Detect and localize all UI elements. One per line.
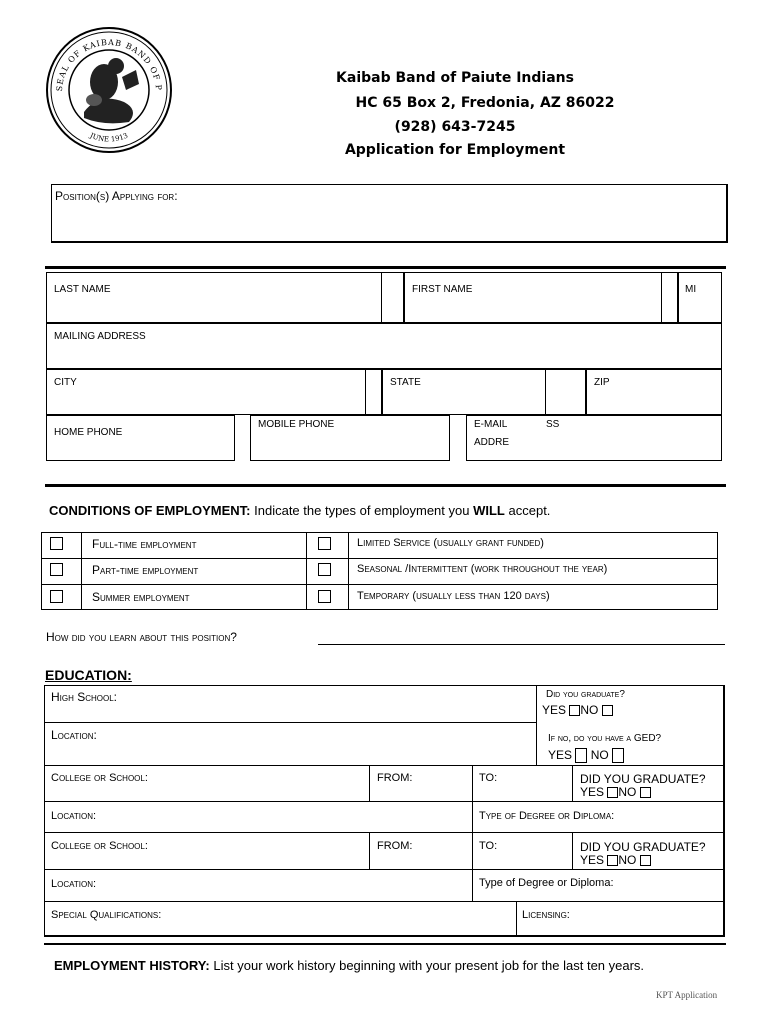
state-field[interactable] xyxy=(382,369,546,415)
svg-text:GREAT SEAL OF KAIBAB BAND OF P: SEAL OF KAIBAB BAND OF P xyxy=(54,37,164,92)
table-line xyxy=(44,722,536,723)
org-phone: (928) 643-7245 xyxy=(394,119,516,135)
position-label: Position(s) Applying for: xyxy=(55,189,178,203)
last-name-field[interactable] xyxy=(46,272,382,323)
limited-service-checkbox[interactable] xyxy=(318,537,331,550)
table-line xyxy=(44,901,725,902)
employment-heading: EMPLOYMENT HISTORY: xyxy=(54,958,210,973)
high-school-label: High School: xyxy=(51,690,118,704)
table-line xyxy=(472,832,473,901)
college2-graduate-label: DID YOU GRADUATE? xyxy=(580,840,706,854)
table-line xyxy=(41,558,718,559)
college1-graduate-options xyxy=(580,785,651,799)
employment-history xyxy=(54,958,644,973)
full-time-checkbox[interactable] xyxy=(50,537,63,550)
hs-graduate-label: Did you graduate? xyxy=(546,689,625,700)
form-title: Application for Employment xyxy=(344,142,566,158)
college1-location-label: Location: xyxy=(51,810,97,822)
college2-graduate-options xyxy=(580,853,651,867)
table-line xyxy=(472,765,473,833)
cell-divider xyxy=(662,272,678,323)
college2-yes-checkbox[interactable] xyxy=(607,855,618,866)
mi-field[interactable] xyxy=(678,272,722,323)
college1-no-checkbox[interactable] xyxy=(640,787,651,798)
ged-yes-label: YES xyxy=(548,748,573,762)
hs-yes-checkbox[interactable] xyxy=(569,705,580,716)
college2-yes-label: YES xyxy=(580,853,605,867)
divider xyxy=(44,943,726,945)
learn-answer-line[interactable] xyxy=(318,644,725,645)
employment-text: List your work history beginning with your present job for the last ten years. xyxy=(213,958,645,973)
mi-label: MI xyxy=(685,284,697,295)
org-name: Kaibab Band of Paiute Indians xyxy=(336,70,574,86)
conditions-title: CONDITIONS OF EMPLOYMENT: xyxy=(49,503,251,518)
first-name-field[interactable] xyxy=(404,272,662,323)
college2-degree-label: Type of Degree or Diploma: xyxy=(479,877,614,889)
table-line xyxy=(44,801,725,802)
ged-no-checkbox[interactable] xyxy=(612,748,624,763)
table-line xyxy=(44,832,725,833)
last-name-label: LAST NAME xyxy=(54,284,111,295)
hs-no-checkbox[interactable] xyxy=(602,705,613,716)
part-time-checkbox[interactable] xyxy=(50,563,63,576)
seasonal-label: Seasonal /Intermittent (work throughout the year) xyxy=(357,563,608,575)
ged-label: If no, do you have a GED? xyxy=(548,733,662,744)
table-line xyxy=(81,532,82,610)
city-field[interactable] xyxy=(46,369,366,415)
mailing-address-label: MAILING ADDRESS xyxy=(54,331,146,342)
table-line xyxy=(369,765,370,801)
table-line xyxy=(369,832,370,869)
email-label-line1: E-MAIL xyxy=(474,419,508,430)
college1-no-label: NO xyxy=(618,785,637,799)
org-address: HC 65 Box 2, Fredonia, AZ 86022 xyxy=(355,95,615,111)
svg-text:JUNE 1913: JUNE 1913 xyxy=(88,131,130,144)
college2-no-label: NO xyxy=(618,853,637,867)
ged-yes-checkbox[interactable] xyxy=(575,748,587,763)
hs-yes-label: YES xyxy=(542,703,567,717)
education-heading: EDUCATION: xyxy=(45,667,132,683)
ged-no-label: NO xyxy=(590,748,609,762)
college1-degree-label: Type of Degree or Diploma: xyxy=(479,810,615,822)
seasonal-checkbox[interactable] xyxy=(318,563,331,576)
mobile-phone-label: MOBILE PHONE xyxy=(258,419,335,430)
college1-graduate-label: DID YOU GRADUATE? xyxy=(580,772,706,786)
tribal-seal xyxy=(44,22,174,157)
conditions-heading xyxy=(49,503,550,518)
summer-label: Summer employment xyxy=(92,590,190,604)
table-line xyxy=(536,685,537,765)
full-time-label: Full-time employment xyxy=(92,537,197,551)
college1-label: College or School: xyxy=(51,772,148,784)
hs-graduate-options xyxy=(542,703,613,717)
table-line xyxy=(572,832,573,869)
college2-from-label: FROM: xyxy=(377,840,413,852)
divider xyxy=(45,484,726,487)
learn-label: How did you learn about this position? xyxy=(46,630,237,644)
conditions-accept: accept. xyxy=(508,503,551,518)
state-label: STATE xyxy=(390,377,421,388)
temporary-checkbox[interactable] xyxy=(318,590,331,603)
college2-to-label: TO: xyxy=(479,840,498,852)
first-name-label: FIRST NAME xyxy=(412,284,473,295)
hs-location-label: Location: xyxy=(51,728,97,742)
summer-checkbox[interactable] xyxy=(50,590,63,603)
conditions-intro: Indicate the types of employment you xyxy=(254,503,470,518)
special-qualifications-label: Special Qualifications: xyxy=(51,909,162,921)
cell-divider xyxy=(382,272,404,323)
cell-divider xyxy=(546,369,586,415)
temporary-label: Temporary (usually less than 120 days) xyxy=(357,590,550,602)
home-phone-field[interactable] xyxy=(46,415,235,461)
table-line xyxy=(572,765,573,801)
table-line xyxy=(44,765,725,766)
city-label: CITY xyxy=(54,377,77,388)
footer-label: KPT Application xyxy=(656,990,718,1000)
divider xyxy=(45,266,726,269)
ss-label: SS xyxy=(546,419,560,430)
zip-field[interactable] xyxy=(586,369,722,415)
college2-location-label: Location: xyxy=(51,878,97,890)
table-line xyxy=(306,532,307,610)
mailing-address-field[interactable] xyxy=(46,323,722,369)
table-line xyxy=(41,584,718,585)
zip-label: ZIP xyxy=(594,377,610,388)
table-line xyxy=(348,532,349,610)
college1-yes-checkbox[interactable] xyxy=(607,787,618,798)
table-line xyxy=(44,869,725,870)
ged-options xyxy=(548,748,624,763)
college2-no-checkbox[interactable] xyxy=(640,855,651,866)
part-time-label: Part-time employment xyxy=(92,563,199,577)
cell-divider xyxy=(366,369,382,415)
table-line xyxy=(516,901,517,937)
limited-service-label: Limited Service (usually grant funded) xyxy=(357,537,544,549)
licensing-label: Licensing: xyxy=(522,909,570,921)
college1-from-label: FROM: xyxy=(377,772,413,784)
college1-to-label: TO: xyxy=(479,772,498,784)
conditions-will: WILL xyxy=(473,503,505,518)
home-phone-label: HOME PHONE xyxy=(54,427,123,438)
email-label-line2: ADDRE xyxy=(474,437,510,448)
college2-label: College or School: xyxy=(51,840,148,852)
hs-no-label: NO xyxy=(580,703,599,717)
college1-yes-label: YES xyxy=(580,785,605,799)
